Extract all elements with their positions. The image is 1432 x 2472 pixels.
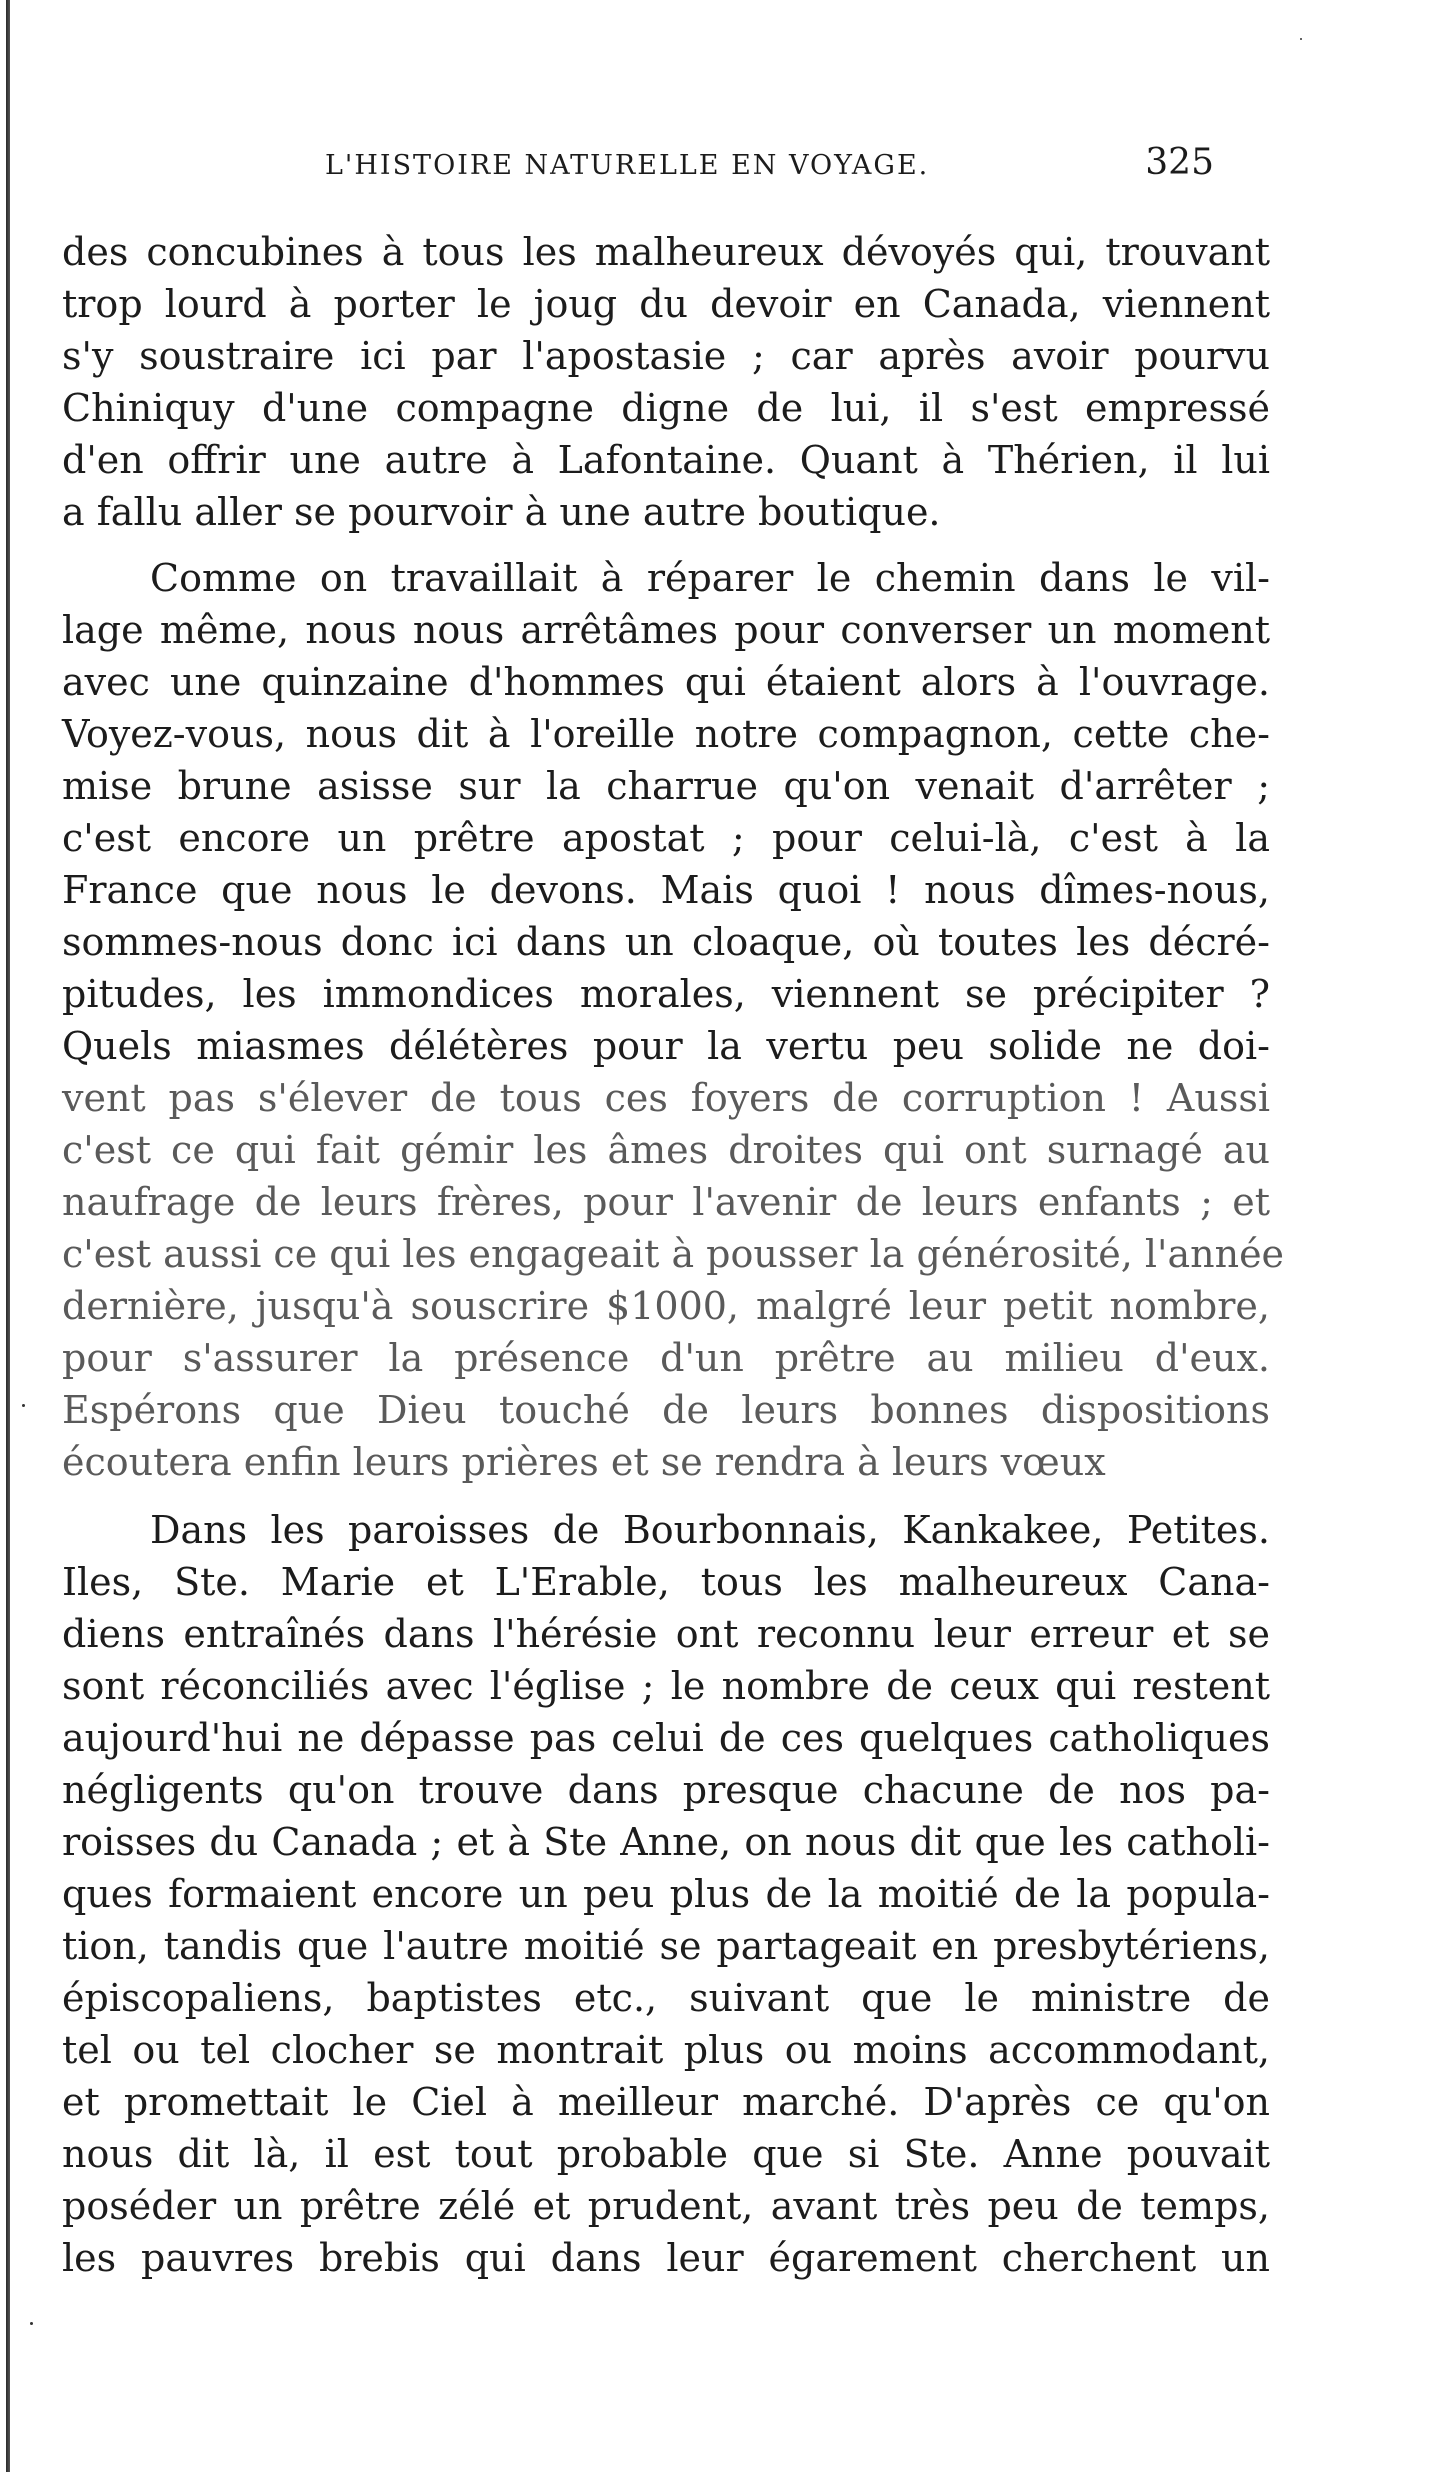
text-line: c'est encore un prêtre apostat ; pour celui-là, c'est à la: [62, 816, 1270, 860]
text-line: épiscopaliens, baptistes etc., suivant que le ministre de: [62, 1976, 1270, 2020]
text-line: tion, tandis que l'autre moitié se partageait en presbytériens,: [62, 1924, 1270, 1968]
ink-speck: [1300, 38, 1302, 40]
text-line: sont réconciliés avec l'église ; le nombre de ceux qui restent: [62, 1664, 1270, 1708]
binding-edge: [6, 0, 10, 2472]
text-line: tel ou tel clocher se montrait plus ou moins accommodant,: [62, 2028, 1270, 2072]
text-line: s'y soustraire ici par l'apostasie ; car après avoir pourvu: [62, 334, 1270, 378]
page-number: 325: [1145, 142, 1214, 183]
text-line: Quels miasmes délétères pour la vertu peu solide ne doi-: [62, 1024, 1270, 1068]
text-line: vent pas s'élever de tous ces foyers de corruption ! Aussi: [62, 1076, 1270, 1120]
text-line: France que nous le devons. Mais quoi ! nous dîmes-nous,: [62, 868, 1270, 912]
ink-speck: [30, 2322, 33, 2325]
text-line: ques formaient encore un peu plus de la moitié de la popula-: [62, 1872, 1270, 1916]
text-line: trop lourd à porter le joug du devoir en Canada, viennent: [62, 282, 1270, 326]
text-line: et promettait le Ciel à meilleur marché. D'après ce qu'on: [62, 2080, 1270, 2124]
text-line: pitudes, les immondices morales, viennent se précipiter ?: [62, 972, 1270, 1016]
text-line: d'en offrir une autre à Lafontaine. Quant à Thérien, il lui: [62, 438, 1270, 482]
text-line: naufrage de leurs frères, pour l'avenir de leurs enfants ; et: [62, 1180, 1270, 1224]
text-line: aujourd'hui ne dépasse pas celui de ces quelques catholiques: [62, 1716, 1270, 1760]
text-line: pour s'assurer la présence d'un prêtre au milieu d'eux.: [62, 1336, 1270, 1380]
text-line: a fallu aller se pourvoir à une autre boutique.: [62, 490, 941, 534]
text-line: lage même, nous nous arrêtâmes pour converser un moment: [62, 608, 1270, 652]
text-line: négligents qu'on trouve dans presque chacune de nos pa-: [62, 1768, 1270, 1812]
text-line: dernière, jusqu'à souscrire $1000, malgré leur petit nombre,: [62, 1284, 1270, 1328]
text-line: Dans les paroisses de Bourbonnais, Kankakee, Petites.: [150, 1508, 1270, 1552]
text-line: écoutera enfin leurs prières et se rendra à leurs vœux: [62, 1440, 1106, 1484]
text-line: Iles, Ste. Marie et L'Erable, tous les malheureux Cana-: [62, 1560, 1270, 1604]
text-line: c'est aussi ce qui les engageait à pousser la générosité, l'année: [62, 1232, 1285, 1276]
text-line: les pauvres brebis qui dans leur égarement cherchent un: [62, 2236, 1270, 2280]
ink-speck: [22, 1404, 25, 1407]
text-line: Voyez-vous, nous dit à l'oreille notre compagnon, cette che-: [62, 712, 1270, 756]
text-line: avec une quinzaine d'hommes qui étaient alors à l'ouvrage.: [62, 660, 1270, 704]
text-line: Chiniquy d'une compagne digne de lui, il s'est empressé: [62, 386, 1270, 430]
text-line: Espérons que Dieu touché de leurs bonnes dispositions: [62, 1388, 1270, 1432]
text-line: nous dit là, il est tout probable que si Ste. Anne pouvait: [62, 2132, 1270, 2176]
text-line: Comme on travaillait à réparer le chemin dans le vil-: [150, 556, 1270, 600]
text-line: c'est ce qui fait gémir les âmes droites qui ont surnagé au: [62, 1128, 1270, 1172]
text-line: roisses du Canada ; et à Ste Anne, on nous dit que les catholi-: [62, 1820, 1270, 1864]
text-line: poséder un prêtre zélé et prudent, avant très peu de temps,: [62, 2184, 1270, 2228]
text-line: diens entraînés dans l'hérésie ont reconnu leur erreur et se: [62, 1612, 1270, 1656]
running-title: L'HISTOIRE NATURELLE EN VOYAGE.: [325, 150, 930, 181]
text-line: mise brune asisse sur la charrue qu'on venait d'arrêter ;: [62, 764, 1270, 808]
text-line: des concubines à tous les malheureux dévoyés qui, trouvant: [62, 230, 1270, 274]
text-line: sommes-nous donc ici dans un cloaque, où toutes les décré-: [62, 920, 1270, 964]
